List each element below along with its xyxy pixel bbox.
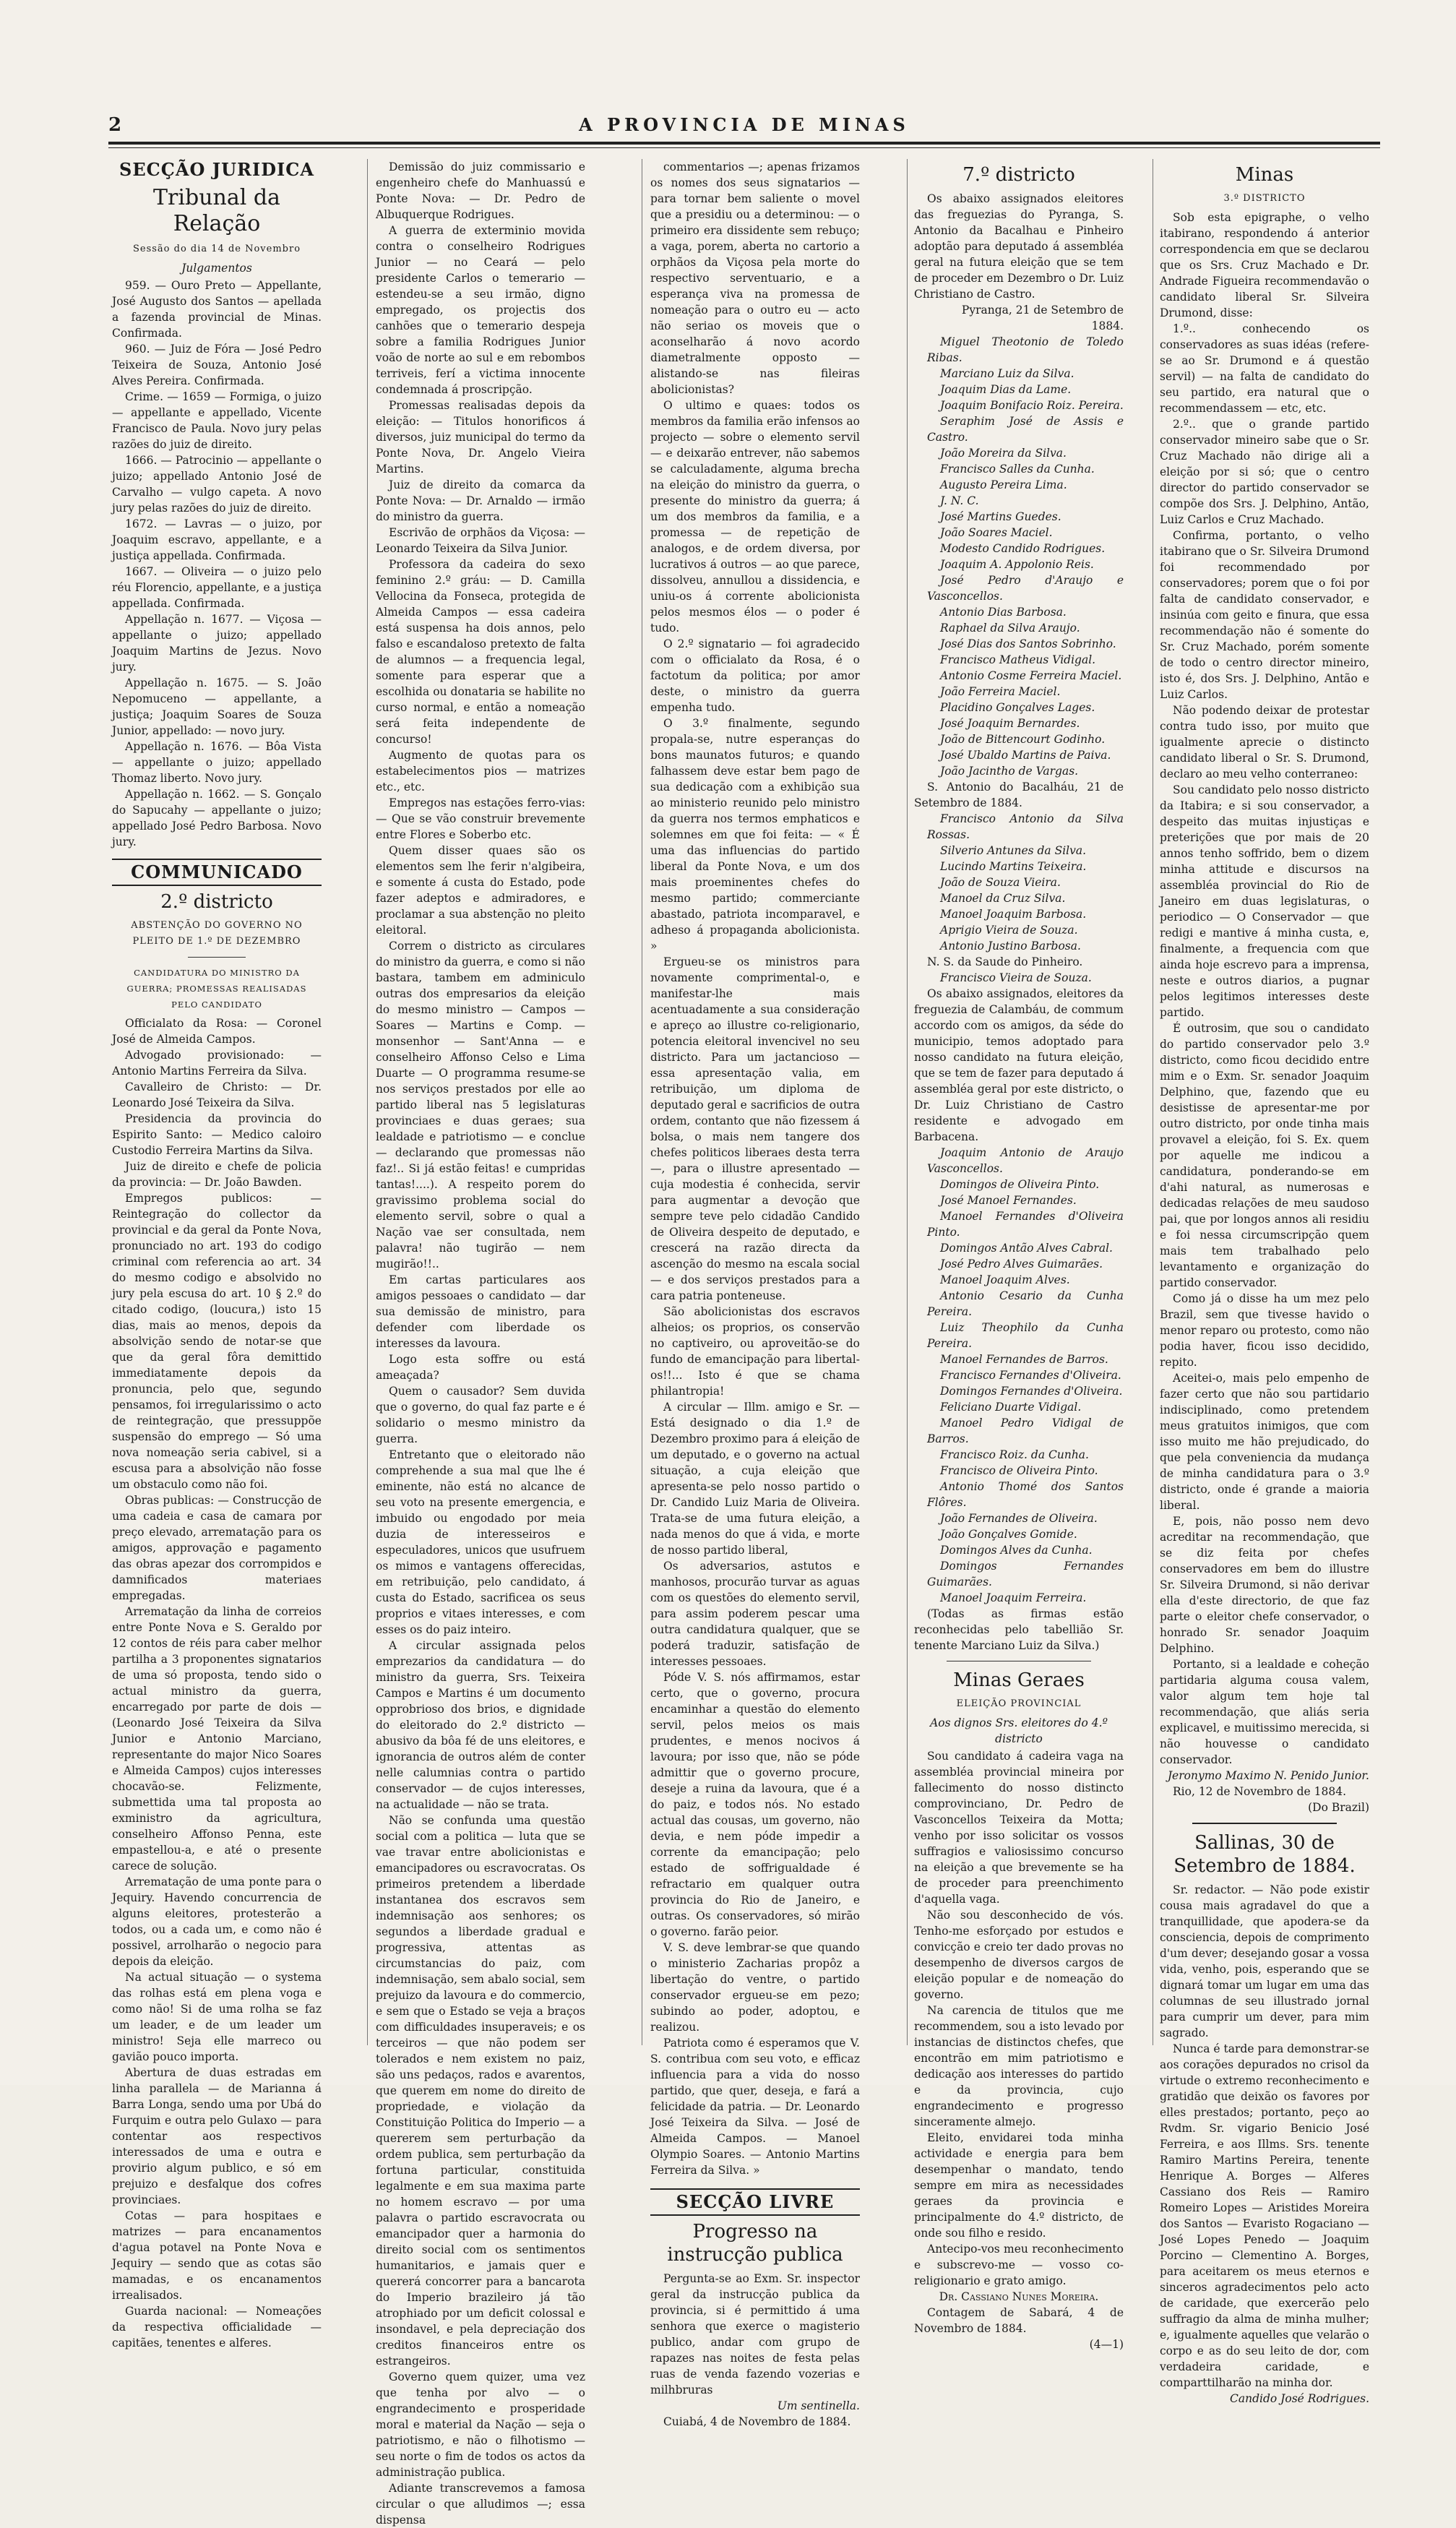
column-3 <box>650 159 860 2428</box>
signatory: José Pedro Alves Guimarães. <box>940 1257 1103 1271</box>
paragraph: Os adversarios, astutos e manhosos, procurão turvar as aguas com os questões do elemento servil, para assim poderem pescar uma outra candidatura qualquer, que se poderá traduzir, satisfação de interesses pessoaes. <box>650 1560 860 1668</box>
paragraph: Appellação n. 1675. — S. João Nepomuceno — appellante, a justiça; Joaquim Soares de Souza Junior, appellado: — novo jury. <box>112 676 322 737</box>
paragraph: Arrematação de uma ponte para o Jequiry. Havendo concurrencia de alguns eleitores, protesterão a todos, ou a cada um, e como não é possivel, arrolharão o negocio para depois da eleição. <box>112 1875 322 1968</box>
signatory: Manoel da Cruz Silva. <box>940 892 1066 905</box>
paragraph: Ergueu-se os ministros para novamente comprimental-o, e manifestar-lhe mais acentuadamente a sua consideração e apreço ao illustre co-religionario, potencia eleitoral invencivel no seu districto. Para um jactancioso — essa apresentação valia, em retribuição, um diploma de deputado geral e sacrificios de outra ordem, contanto que não fizessem á bolsa, o mais nem tangere dos chefes politicos liberaes desta terra —, para o illustre apresentado — cuja modestia é conhecida, servir para augmentar a devoção que sempre teve pelo cidadão Candido de Oliveira despeito de deputado, e crescerá na razão directa da ascenção do mesmo na escala social — e dos serviços prestados para a cara patria ponteneuse. <box>650 955 860 1302</box>
paragraph: Em cartas particulares aos amigos pessoaes o candidato — dar sua demissão de ministro, para defender com liberdade os interesses da lavoura. <box>376 1273 585 1350</box>
signatory: Domingos de Oliveira Pinto. <box>940 1178 1100 1191</box>
source-note: (Do Brazil) <box>1308 1801 1369 1814</box>
dateline: Cuiabá, 4 de Novembro de 1884. <box>663 2415 851 2428</box>
paragraph: 1672. — Lavras — o juizo, por Joaquim escravo, appellante, e a justiça appellada. Confirmada. <box>112 517 322 562</box>
signatory: Antonio Thomé dos Santos Flôres. <box>927 1480 1124 1509</box>
signatory: João Fernandes de Oliveira. <box>940 1512 1098 1525</box>
paragraph: O 2.º signatario — foi agradecido com o officialato da Rosa, é o factotum da politica; por amor deste, o ministro da guerra empenha tudo. <box>650 637 860 714</box>
paragraph: 1.º.. conhecendo os conservadores as suas idéas (refere-se ao Sr. Drumond e á questão servil) — na falta de candidato do seu partido, era natural que o recommendassem — etc, etc. <box>1160 322 1369 415</box>
signatory: Raphael da Silva Araujo. <box>940 622 1080 635</box>
signatories-list-3 <box>914 970 1124 986</box>
signatories-list-1 <box>914 334 1124 779</box>
paragraph: 2.º.. que o grande partido conservador mineiro sabe que o Sr. Cruz Machado não dirige ali a eleição por si só; que o centro director do partido conservador se compõe dos Srs. J. Delphino, Antão, Luiz Carlos e Cruz Machado. <box>1160 418 1369 526</box>
signatory: Manoel Fernandes de Barros. <box>940 1353 1108 1366</box>
paragraph: 1667. — Oliveira — o juizo pelo réu Florencio, appellante, e a justiça appellada. Confirmada. <box>112 565 322 610</box>
header-rule <box>108 142 1380 145</box>
column-1 <box>112 159 322 2349</box>
signatory: Francisco Matheus Vidigal. <box>940 653 1096 666</box>
julgamentos-label: Julgamentos <box>181 262 252 275</box>
signatory: Francisco Antonio da Silva Rossas. <box>927 812 1124 841</box>
paragraph: O ultimo e quaes: todos os membros da familia erão infensos ao projecto — sobre o elemento servil — e deixarão entrever, não sabemos se calculadamente, alguma brecha na eleição do ministro da guerra, o presente do ministro da guerra; á um dos membros da familia, e a promessa — de repetição de analogos, e de ordem diversa, por lucrativos á outros — ao que parece, dissolveu, annullou a dissidencia, e uniu-os á corrente abolicionista pelos mesmos élos — o poder é tudo. <box>650 399 860 635</box>
page-number: 2 <box>108 114 122 136</box>
paragraph: Governo quem quizer, uma vez que tenha por alvo — o engrandecimento e prosperidade moral e material da Nação — seja o patriotismo, e não o filhotismo — seu norte o fim de todos os actos da administração publica. <box>376 2370 585 2479</box>
paragraph: (Todas as firmas estão reconhecidas pelo tabellião Sr. tenente Marciano Luiz da Silva.) <box>914 1607 1124 1652</box>
paragraph: Não sou desconhecido de vós. Tenho-me esforçado por estudos e convicção e creio ter dado provas no desempenho de diversos cargos de eleição popular e de nomeação do governo. <box>914 1909 1124 2001</box>
progresso-title: Progresso na instrucção publica <box>667 2221 843 2266</box>
signatory: Marciano Luiz da Silva. <box>940 367 1074 380</box>
signature: Candido José Rodrigues. <box>1230 2392 1369 2405</box>
signatory: José Dias dos Santos Sobrinho. <box>940 637 1116 650</box>
paragraph: Crime. — 1659 — Formiga, o juizo — appellante e appellado, Vicente Francisco de Paula. Novo jury pelas razões do juiz de direito. <box>112 390 322 451</box>
paragraph: Antecipo-vos meu reconhecimento e subscrevo-me — vosso co-religionario e grato amigo. <box>914 2243 1124 2287</box>
signature: Dr. Cassiano Nunes Moreira. <box>939 2290 1099 2303</box>
dateline: Pyranga, 21 de Setembro de 1884. <box>961 304 1124 332</box>
paragraph: Appellação n. 1677. — Viçosa — appellante o juizo; appellado Joaquim Martins de Jezus. Novo jury. <box>112 613 322 674</box>
paragraph: Abertura de duas estradas em linha parallela — de Marianna á Barra Longa, sendo uma por Ubá do Furquim e outra pelo Gulaxo — para contentar aos respectivos interessados de uma e outra e provirio algum publico, e só em prejuizo e desfalque dos cofres provinciaes. <box>112 2066 322 2206</box>
signatory: Francisco Salles da Cunha. <box>940 463 1095 476</box>
sallinas-title: Sallinas, 30 de Setembro de 1884. <box>1173 1832 1356 1877</box>
signatory: Silverio Antunes da Silva. <box>940 844 1087 857</box>
paragraph: Patriota como é esperamos que V. S. contribua com seu voto, e efficaz influencia para a vida do nosso partido, que quer, deseja, e fará a felicidade da patria. — Dr. Leonardo José Teixeira da Silva. — José de Almeida Campos. — Manoel Olympio Soares. — Antonio Martins Ferreira da Silva. » <box>650 2037 860 2177</box>
signatory: Lucindo Martins Teixeira. <box>940 860 1087 873</box>
paragraph: Juiz de direito da comarca da Ponte Nova: — Dr. Arnaldo — irmão do ministro da guerra. <box>376 478 585 523</box>
paragraph: Empregos nas estações ferro-vias: — Que se vão construir brevemente entre Flores e Soberbo etc. <box>376 796 585 841</box>
paragraph: Como já o disse ha um mez pelo Brazil, sem que tivesse havido o menor reparo ou protesto, como não podia haver, ficou isso decidido, repito. <box>1160 1292 1369 1369</box>
paragraph: 960. — Juiz de Fóra — José Pedro Teixeira de Souza, Antonio José Alves Pereira. Confirmada. <box>112 343 322 387</box>
paragraph: Os abaixo assignados eleitores das freguezias do Pyranga, S. Antonio da Bacalhau e Pinheiro adoptão para deputado á assembléa geral na futura eleição que se tem de proceder em Dezembro o Dr. Luiz Christiano de Castro. <box>914 192 1124 301</box>
paragraph: Quem disser quaes são os elementos sem lhe ferir n'algibeira, e somente á custa do Estado, pode fazer adeptos e admiradores, e proclamar a sua abstenção no pleito eleitoral. <box>376 844 585 937</box>
paragraph: Arrematação da linha de correios entre Ponte Nova e S. Geraldo por 12 contos de réis para caber melhor partilha a 3 proponentes signatarios de uma só proposta, tendo sido o actual ministro da guerra, encarregado por parte de dois — (Leonardo José Teixeira da Silva Junior e Antonio Marciano, representante do major Nico Soares e Almeida Campos) cujos interesses chocavão-se. Felizmente, submettida uma tal proposta ao exministro da agricultura, conselheiro Affonso Penna, este empastellou-a, e até o presente carece de solução. <box>112 1605 322 1873</box>
paragraph: Appellação n. 1662. — S. Gonçalo do Sapucahy — appellante o juizo; appellado José Pedro Barbosa. Novo jury. <box>112 788 322 848</box>
signatory: Domingos Fernandes d'Oliveira. <box>940 1385 1123 1398</box>
signatory: Aprigio Vieira de Souza. <box>940 924 1078 937</box>
signatory: Augusto Pereira Lima. <box>940 478 1067 491</box>
paragraph: Logo esta soffre ou está ameaçada? <box>376 1353 585 1382</box>
signatory: Domingos Alves da Cunha. <box>940 1544 1093 1557</box>
signatory: J. N. C. <box>940 494 979 507</box>
subheading: CANDIDATURA DO MINISTRO DA GUERRA; PROMESSAS REALISADAS PELO CANDIDATO <box>126 968 307 1010</box>
address-line: Aos dignos Srs. eleitores do 4.º districto <box>930 1716 1108 1745</box>
section-juridica: SECÇÃO JURIDICA <box>119 159 314 180</box>
signatory: João Soares Maciel. <box>940 526 1053 539</box>
paragraph: Escrivão de orphãos da Viçosa: — Leonardo Teixeira da Silva Junior. <box>376 526 585 555</box>
paragraph: Os abaixo assignados, eleitores da freguezia de Calambáu, de commum accordo com os amigos, da séde do municipio, temos adoptado para nosso candidato na futura eleição, que se tem de fazer para deputado á assembléa geral por este districto, o Dr. Luiz Christiano de Castro residente e advogado em Barbacena. <box>914 987 1124 1143</box>
signatory: Manoel Joaquim Ferreira. <box>940 1591 1087 1604</box>
minas-geraes-title: Minas Geraes <box>953 1669 1085 1691</box>
paragraph: Na carencia de titulos que me recommendem, sou a isto levado por instancias de distinctos chefes, que encontrão em mim patriotismo e dedicação aos interesses do partido e da provincia, cujo engrandecimento e progresso sinceramente almejo. <box>914 2004 1124 2128</box>
paragraph: Demissão do juiz commissario e engenheiro chefe do Manhuassú e Ponte Nova: — Dr. Pedro de Albuquerque Rodrigues. <box>376 160 585 221</box>
paragraph: Eleito, envidarei toda minha actividade e energia para bem desempenhar o mandato, tendo sempre em mira as necessidades geraes da provincia e principalmente do 4.º districto, de onde sou filho e resido. <box>914 2131 1124 2240</box>
insertion-count: (4—1) <box>1089 2338 1124 2351</box>
paragraph: O 3.º finalmente, segundo propala-se, nutre esperanças do bons maunatos futuros; e quando falhassem deve estar bem pago de sua dedicação com a exhibição sua ao ministerio reunido pelo ministro da guerra nos termos emphaticos e solemnes em que foi feita: — « É uma das influencias do partido liberal da Ponte Nova, e um dos mais proeminentes chefes do mesmo partido; commerciante abastado, patriota incomparavel, e adheso á propaganda abolicionista. » <box>650 717 860 953</box>
signatory: João Ferreira Maciel. <box>940 685 1061 698</box>
signatory: Modesto Candido Rodrigues. <box>940 542 1106 555</box>
paragraph: Correm o districto as circulares do ministro da guerra, e como si não bastara, tambem em adminiculo outras dos empresarios da eleição do mesmo ministro — Campos — Soares — Martins e Comp. — monsenhor — Sant'Anna — e conselheiro Affonso Celso e Lima Duarte — O programma resume-se nos serviços prestados por elle ao partido liberal nas 5 legislaturas provinciaes e duas geraes; sua lealdade e patriotismo — e conclue — declarando que promessas não faz!.. Si já estão feitas! e cumpridas tantas!....). A respeito porem do gravissimo problema social do elemento servil, sobre o qual a Nação vae ser consultada, nem palavra! não tugirão — nem mugirão!!.. <box>376 940 585 1271</box>
signatory: Francisco Vieira de Souza. <box>940 971 1092 984</box>
dateline: S. Antonio do Bacalháu, 21 de Setembro de 1884. <box>914 781 1124 809</box>
signatory: João Gonçalves Gomide. <box>940 1528 1077 1541</box>
column-5 <box>1160 159 1369 2405</box>
paragraph: Póde V. S. nós affirmamos, estar certo, que o governo, procura encaminhar a questão do elemento servil, pelos meios os mais prudentes, e menos nocivos á lavoura; por isso que, não se póde admittir que o governo procure, deseje a ruina da lavoura, que é a do paiz, e todos nós. No estado actual das cousas, um governo, não devia, e nem póde impedir a corrente da emancipação; pelo estado de soffrigualdade é refractario em qualquer outra provincia do Rio de Janeiro, e outras. Os conservadores, só mirão o governo. farão peior. <box>650 1671 860 1938</box>
signatory: Luiz Theophilo da Cunha Pereira. <box>927 1321 1124 1350</box>
header-rule-thin <box>108 147 1380 148</box>
signatory: José Pedro d'Araujo e Vasconcellos. <box>927 574 1124 603</box>
column-divider <box>907 159 908 2045</box>
signatory: Antonio Cosme Ferreira Maciel. <box>940 669 1122 682</box>
signatory: Joaquim Antonio de Araujo Vasconcellos. <box>927 1146 1124 1175</box>
signatory: Manoel Fernandes d'Oliveira Pinto. <box>927 1210 1124 1239</box>
signatory: Joaquim Dias da Lame. <box>940 383 1072 396</box>
section-livre: SECÇÃO LIVRE <box>650 2188 860 2216</box>
paragraph: V. S. deve lembrar-se que quando o ministerio Zacharias propôz a libertação do ventre, o partido conservador ergueu-se em pezo; subindo ao poder, adoptou, e realizou. <box>650 1941 860 2034</box>
signatory: Domingos Antão Alves Cabral. <box>940 1242 1113 1255</box>
signatory: João Jacintho de Vargas. <box>940 765 1079 778</box>
signatories-list-2 <box>914 811 1124 954</box>
paragraph: São abolicionistas dos escravos alheios; os proprios, os conservão no captiveiro, ou aproveitão-se do fundo de emancipação para libertal-os!!... Isto é que se chama philantropia! <box>650 1305 860 1398</box>
signatory: Miguel Theotonio de Toledo Ribas. <box>927 335 1124 364</box>
subheading: ABSTENÇÃO DO GOVERNO NO PLEITO DE 1.º DE DEZEMBRO <box>131 920 303 947</box>
dateline: N. S. da Saude do Pinheiro. <box>927 955 1083 968</box>
paragraph: Quem o causador? Sem duvida que o governo, do qual faz parte e é solidario o mesmo ministro da guerra. <box>376 1385 585 1445</box>
signatory: Antonio Dias Barbosa. <box>940 606 1067 619</box>
signatory: José Martins Guedes. <box>940 510 1061 523</box>
paragraph: Professora da cadeira do sexo feminino 2.º gráu: — D. Camilla Vellocina da Fonseca, protegida de Almeida Campos — essa cadeira está suspensa ha dois annos, pelo falso e escandaloso pretexto de falta de alumnos — a frequencia legal, somente para esperar que a escolhida ou donataria se habilite no curso normal, e então a nomeação será feita independente de concurso! <box>376 558 585 746</box>
paragraph: Appellação n. 1676. — Bôa Vista — appellante o juizo; appellado Thomaz liberto. Novo jury. <box>112 740 322 785</box>
masthead <box>108 108 1380 143</box>
signatory: José Ubaldo Martins de Paiva. <box>940 749 1111 762</box>
paragraph: 1666. — Patrocinio — appellante o juizo; appellado Antonio José de Carvalho — vulgo capeta. A novo jury pelas razões do juiz de direito. <box>112 454 322 515</box>
paragraph: Aceitei-o, mais pelo empenho de fazer certo que não sou partidario indisciplinado, como pretendem meus gratuitos inimigos, que com isso muito me hão prejudicado, do que pela conveniencia da mudança de minha candidatura para o 3.º districto, onde é grande a maioria liberal. <box>1160 1372 1369 1512</box>
signatory: Domingos Fernandes Guimarães. <box>927 1560 1124 1588</box>
signatory: Francisco Roiz. da Cunha. <box>940 1448 1089 1461</box>
paragraph: Portanto, si a lealdade e coheção partidaria alguma cousa valem, valor algum tem hoje tal recommendação, que aliás seria explicavel, e muitissimo merecida, si não houvesse o candidato conservador. <box>1160 1658 1369 1766</box>
paragraph: É outrosim, que sou o candidato do partido conservador pelo 3.º districto, como ficou decidido entre mim e o Exm. Sr. senador Joaquim Delphino, que, fazendo que eu desistisse de apresentar-me por outro districto, por onde tinha mais provavel a eleição, foi S. Ex. quem por aquelle me indicou a candidatura, ponderando-se em d'ahi natural, as numerosas e dedicadas relações de meu saudoso pai, que por longos annos ali residiu e foi nessa circumscripção quem mais tem trabalhado pelo levantamento e organização do partido conservador. <box>1160 1022 1369 1289</box>
paragraph: A circular — Illm. amigo e Sr. — Está designado o dia 1.º de Dezembro proximo para á eleição de um deputado, e o governo na actual situação, a cuja eleição que apresenta-se pelo nosso partido o Dr. Candido Luiz Maria de Oliveira. Trata-se de uma futura eleição, a nada menos do que á vida, e morte de nosso partido liberal, <box>650 1401 860 1557</box>
paragraph: Entretanto que o eleitorado não comprehende a sua mal que lhe é eminente, não está no alcance de seu voto na presente emergencia, e imbuido ou engodado por meia duzia de interesseiros e especuladores, unicos que usufruem os mimos e vantagens offerecidas, em retribuição, pelo candidato, á custa do Estado, sacrificea os seus proprios e vitaes interesses, e com esses os do paiz inteiro. <box>376 1448 585 1636</box>
paragraph: Cavalleiro de Christo: — Dr. Leonardo José Teixeira da Silva. <box>112 1080 322 1109</box>
districto-7-title: 7.º districto <box>962 164 1075 186</box>
paragraph: Officialato da Rosa: — Coronel José de Almeida Campos. <box>112 1017 322 1046</box>
divider <box>1192 1823 1337 1824</box>
paragraph: Adiante transcrevemos a famosa circular o que alludimos —; essa dispensa <box>376 2482 585 2527</box>
paragraph: commentarios —; apenas frizamos os nomes dos seus signatarios — para tornar bem saliente o movel que a presidiu ou a determinou: — o primeiro era dissidente sem rebuço; a vaga, porem, aberta no cartorio a orphãos da Viçosa pela morte do respectivo serventuario, e a esperança viva na promessa de nomeação para o outro eu — acto não seriao os moveis que o aconselharão á novo acordo diametralmente opposto — alistando-se nas fileiras abolicionistas? <box>650 160 860 396</box>
districto-title: 2.º districto <box>160 891 273 913</box>
paragraph: A guerra de exterminio movida contra o conselheiro Rodrigues Junior — no Ceará — pelo presidente Carlos o temerario — estendeu-se a seu irmão, digno empregado, os projectis dos canhões que o temerario despeja sobre a familia Rodrigues Junior voão de norte ao sul e em rebombos terriveis, ferí a victima innocente condemnada á proscripção. <box>376 224 585 396</box>
tribunal-title: Tribunal da Relação <box>153 185 280 236</box>
paragraph: Pergunta-se ao Exm. Sr. inspector geral da instrucção publica da provincia, si é permittido á uma senhora que exerce o magisterio publico, andar com grupo de rapazes nas noites de festa pelas ruas de venda fazendo vozerias e milhbruras <box>650 2272 860 2396</box>
signatory: Feliciano Duarte Vidigal. <box>940 1401 1082 1414</box>
session-line: Sessão do dia 14 de Novembro <box>132 244 301 254</box>
section-communicado: COMMUNICADO <box>112 859 322 886</box>
subheading: ELEIÇÃO PROVINCIAL <box>956 1698 1082 1709</box>
signatory: Joaquim Bonifacio Roiz. Pereira. <box>940 399 1124 412</box>
paragraph: Cotas — para hospitaes e matrizes — para encanamentos d'agua potavel na Ponte Nova e Jequiry — sendo que as cotas são mamadas, e os encanamentos irrealisados. <box>112 2209 322 2302</box>
paragraph: Sou candidato pelo nosso districto da Itabira; e si sou conservador, a despeito das muitas injustiças e preterições que por mais de 20 annos tenho soffrido, bem o dizem minha attitude e discursos na assembléa provincial do Rio de Janeiro em duas legislaturas, o periodico — O Conservador — que redigi e mantive á minha custa, e, finalmente, a frequencia com que ainda hoje escrevo para a imprensa, neste e outros diarios, a pugnar pelos legitimos interesses deste partido. <box>1160 783 1369 1019</box>
signatory: Manoel Joaquim Alves. <box>940 1273 1070 1286</box>
paragraph: 959. — Ouro Preto — Appellante, José Augusto dos Santos — apellada a fazenda provincial de Minas. Confirmada. <box>112 279 322 340</box>
paragraph: Empregos publicos: — Reintegração do collector da provincial e da geral da Ponte Nova, pronunciado no art. 193 do codigo criminal com referencia ao art. 34 do mesmo codigo e absolvido no jury pela escusa do art. 10 § 2.º do citado codigo, (loucura,) isto 15 dias, mais ao menos, depois da absolvição sendo de notar-se que que da geral fôra demittido immediatamente depois da pronuncia, pelo que, segundo pensamos, foi irregularissimo o acto de reintegração, que pressuppõe suspensão do emprego — Só uma nova nomeação seria cabivel, si a escusa para a absolvição não fosse um obstaculo como não foi. <box>112 1192 322 1491</box>
paragraph: Confirma, portanto, o velho itabirano que o Sr. Silveira Drumond foi recommendado por conservadores; porem que o foi por falta de candidato conservador, e insinúa com geito e finura, que essa recommendação não é somente do Sr. Cruz Machado, porém somente de todo o centro director mineiro, isto é, dos Srs. J. Delphino, Antão e Luiz Carlos. <box>1160 529 1369 701</box>
signatory: João Moreira da Silva. <box>940 447 1067 460</box>
paragraph: Na actual situação — o systema das rolhas está em plena voga e como não! Si de uma rolha se faz um leader, e de um leader um ministro! Seja elle marreco ou gavião pouco importa. <box>112 1971 322 2063</box>
signatory: Antonio Justino Barbosa. <box>940 940 1081 953</box>
signatory: Francisco Fernandes d'Oliveira. <box>940 1369 1121 1382</box>
signatory: Joaquim A. Appolonio Reis. <box>940 558 1094 571</box>
paragraph: Obras publicas: — Construcção de uma cadeia e casa de camara por preço elevado, arrematação para os amigos, approvação e pagamento das obras apezar dos corrompidos e damnificados materiaes empregadas. <box>112 1494 322 1602</box>
paragraph: Guarda nacional: — Nomeações da respectiva officialidade — capitães, tenentes e alferes. <box>112 2305 322 2349</box>
signature: Um sentinella. <box>777 2399 860 2412</box>
paragraph: Advogado provisionado: — Antonio Martins Ferreira da Silva. <box>112 1049 322 1078</box>
paragraph: Não se confunda uma questão social com a politica — luta que se vae travar entre abolicionistas e emancipadores ou escravocratas. Os primeiros pretendem a liberdade instantanea dos escravos sem indemnisação aos senhores; os segundos a liberdade gradual e progressiva, attentas as circumstancias do paiz, com indemnisação, sem abalo social, sem prejuizo da lavoura e do commercio, e sem que o Estado se veja a braços com difficuldades insuperaveis; e os terceiros — que não podem ser tolerados e nem existem no paiz, são uns pedaços, rados e avarentos, que querem em nome do direito de propriedade, e violação da Constituição Politica do Imperio — a quererem sem perturbação da ordem publica, sem perturbação da fortuna particular, constituida legalmente e em sua maxima parte no homem escravo — por uma palavra o partido escravocrata ou emancipador quer a harmonia do direito social com os sentimentos humanitarios, e jamais quer e quererá concorrer para a bancarota do Imperio brazileiro já tão atrophiado por um deficit colossal e insondavel, e pela depreciação dos creditos financeiros entre os estrangeiros. <box>376 1814 585 2368</box>
signatory: José Manoel Fernandes. <box>940 1194 1077 1207</box>
signatory: Placidino Gonçalves Lages. <box>940 701 1095 714</box>
signatory: Manoel Joaquim Barbosa. <box>940 908 1087 921</box>
paragraph: Sob esta epigraphe, o velho itabirano, respondendo á anterior correspondencia em que se declarou que os Srs. Cruz Machado e Dr. Andrade Figueira recommendavão o candidato liberal Sr. Silveira Drumond, disse: <box>1160 211 1369 319</box>
column-4 <box>914 159 1124 2351</box>
paper-name: A PROVINCIA DE MINAS <box>579 114 910 135</box>
paragraph: A circular assignada pelos emprezarios da candidatura — do ministro da guerra, Srs. Teixeira Campos e Martins é um documento opprobrioso dos brios, e dignidade do eleitorado do 2.º districto — abusivo da bôa fé de uns eleitores, e ignorancia de outros além de conter nelle calumnias contra o partido conservador — de cujos interesses, na actualidade — não se trata. <box>376 1639 585 1811</box>
paragraph: Sr. redactor. — Não pode existir cousa mais agradavel do que a tranquillidade, que apodera-se da consciencia, depois de comprimento d'um dever; desejando gosar a vossa vida, venho, pois, esperando que se dignará tomar um lugar em uma das columnas de seu illustrado jornal para cumprir um dever, para mim sagrado. <box>1160 1883 1369 2039</box>
dateline: Rio, 12 de Novembro de 1884. <box>1173 1785 1346 1798</box>
paragraph: Sou candidato á cadeira vaga na assembléa provincial mineira por fallecimento do nosso distincto comprovinciano, Dr. Pedro de Vasconcellos Teixeira da Motta; venho por isso solicitar os vossos suffragios e valiosissimo concurso na eleição a que brevemente se ha de proceder para preenchimento d'aquella vaga. <box>914 1750 1124 1906</box>
signatory: José Joaquim Bernardes. <box>940 717 1080 730</box>
signatory: Manoel Pedro Vidigal de Barros. <box>927 1416 1124 1445</box>
paragraph: E, pois, não posso nem devo acreditar na recommendação, que se diz feita por chefes conservadores em bem do illustre Sr. Silveira Drumond, si não derivar ella d'este directorio, de que faz parte o eleitor chefe conservador, o honrado Sr. senador Joaquim Delphino. <box>1160 1515 1369 1655</box>
paragraph: Nunca é tarde para demonstrar-se aos corações depurados no crisol da virtude o extremo reconhecimento e gratidão que deixão os favores por elles prestados; portanto, peço ao Rvdm. Sr. vigario Benicio José Ferreira, e aos Illms. Srs. tenente Ramiro Martins Pereira, tenente Henrique A. Borges — Alferes Cassiano dos Reis — Ramiro Romeiro Lopes — Aristides Moreira dos Santos — Evaristo Rogaciano — José Lopes Penedo — Joaquim Porcino — Clementino A. Borges, para aceitarem os meus eternos e sinceros agradecimentos pelo acto de caridade, que exercerão pelo suffragio da alma de minha mulher; e, igualmente aquelles que velarão o corpo e as do seu leito de dor, com verdadeira caridade, e comparttilharão na minha dor. <box>1160 2042 1369 2389</box>
paragraph: Juiz de direito e chefe de policia da provincia: — Dr. João Bawden. <box>112 1160 322 1189</box>
dateline: Contagem de Sabará, 4 de Novembro de 1884. <box>914 2306 1124 2335</box>
paragraph: Augmento de quotas para os estabelecimentos pios — matrizes etc., etc. <box>376 749 585 794</box>
signatory: Seraphim José de Assis e Castro. <box>927 415 1124 444</box>
signatories-list-4 <box>914 1145 1124 1606</box>
paragraph: Não podendo deixar de protestar contra tudo isso, por muito que igualmente aprecie o distincto candidato liberal o Sr. S. Drumond, declaro ao meu velho conterraneo: <box>1160 704 1369 781</box>
paragraph: Presidencia da provincia do Espirito Santo: — Medico caloiro Custodio Ferreira Martins da Silva. <box>112 1112 322 1157</box>
paragraph: Promessas realisadas depois da eleição: — Titulos honorificos á diversos, juiz municipal do termo da Ponte Nova, Dr. Angelo Vieira Martins. <box>376 399 585 476</box>
subheading: 3.º DISTRICTO <box>1223 193 1306 204</box>
minas-title: Minas <box>1235 164 1294 186</box>
signatory: João de Bittencourt Godinho. <box>940 733 1106 746</box>
signatory: João de Souza Vieira. <box>940 876 1061 889</box>
signatory: Antonio Cesario da Cunha Pereira. <box>927 1289 1124 1318</box>
column-2 <box>376 159 585 2527</box>
signature: Jeronymo Maximo N. Penido Junior. <box>1167 1769 1369 1782</box>
divider <box>188 957 246 958</box>
signatory: Francisco de Oliveira Pinto. <box>940 1464 1098 1477</box>
column-divider <box>367 159 368 2045</box>
